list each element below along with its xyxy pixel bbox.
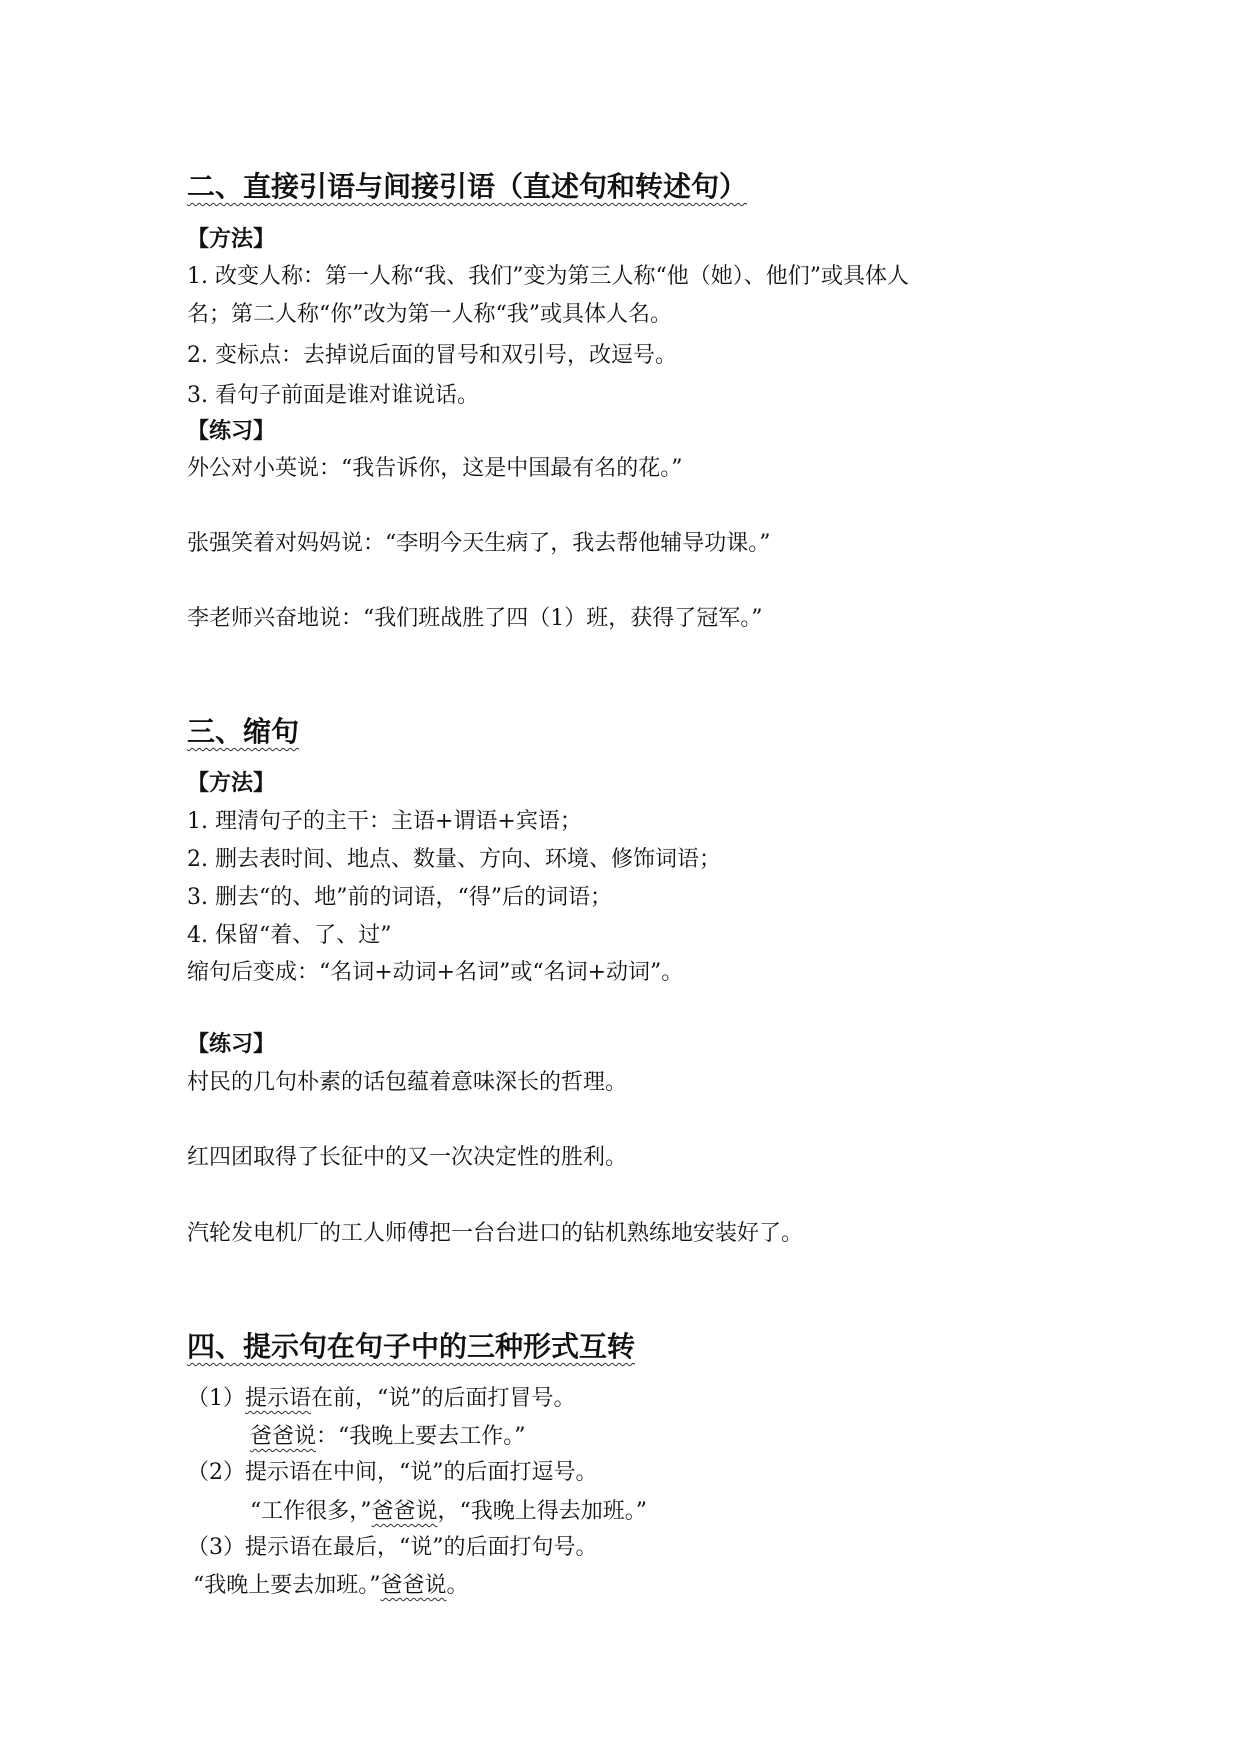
example-line-2 xyxy=(250,1494,647,1525)
method-line: 1. 改变人称：第一人称“我、我们”变为第三人称“他（她）、他们”或具体人 xyxy=(187,264,909,289)
example-text: ，“我晚上得去加班。” xyxy=(437,1499,648,1524)
rule-line-2: （2）提示语在中间，“说”的后面打逗号。 xyxy=(187,1460,598,1485)
method-line: 3. 删去“的、地”前的词语，“得”后的词语； xyxy=(187,885,612,910)
example-text: “我晚上要去加班。” xyxy=(193,1573,381,1598)
method-line: 3. 看句子前面是谁对谁说话。 xyxy=(187,383,479,408)
section-title-sentence-shortening: 三、缩句 xyxy=(187,715,300,748)
method-label: 【方法】 xyxy=(187,227,276,252)
method-label: 【方法】 xyxy=(187,771,276,796)
speech-tag: 爸爸说 xyxy=(371,1499,438,1524)
method-line: 缩句后变成：“名词+动词+名词”或“名词+动词”。 xyxy=(187,960,684,985)
practice-question: 汽轮发电机厂的工人师傅把一台台进口的钻机熟练地安装好了。 xyxy=(187,1221,804,1246)
practice-label: 【练习】 xyxy=(187,419,276,444)
section-title-direct-indirect-speech: 二、直接引语与间接引语（直述句和转述句） xyxy=(187,170,748,203)
method-line: 1. 理清句子的主干：主语+谓语+宾语； xyxy=(187,809,582,834)
example-text: 。 xyxy=(446,1573,469,1598)
section-title-speech-tag-forms: 四、提示句在句子中的三种形式互转 xyxy=(187,1330,636,1363)
rule-text: 在前，“说”的后面打冒号。 xyxy=(311,1386,576,1411)
rule-number: （1） xyxy=(187,1386,245,1411)
practice-question: 村民的几句朴素的话包蕴着意味深长的哲理。 xyxy=(187,1070,628,1095)
method-line: 4. 保留“着、了、过” xyxy=(187,923,392,948)
practice-question: 李老师兴奋地说：“我们班战胜了四（1）班，获得了冠军。” xyxy=(187,606,763,631)
practice-question: 张强笑着对妈妈说：“李明今天生病了，我去帮他辅导功课。” xyxy=(187,531,771,556)
rule-line-1 xyxy=(187,1381,576,1412)
example-line-1 xyxy=(250,1419,526,1450)
practice-question: 外公对小英说：“我告诉你，这是中国最有名的花。” xyxy=(187,456,683,481)
speech-tag: 爸爸说 xyxy=(380,1573,447,1598)
method-line: 2. 变标点：去掉说后面的冒号和双引号，改逗号。 xyxy=(187,343,677,368)
rule-line-3: （3）提示语在最后，“说”的后面打句号。 xyxy=(187,1535,598,1560)
speech-tag-term: 提示语 xyxy=(245,1386,312,1411)
practice-label: 【练习】 xyxy=(187,1032,276,1057)
example-line-3 xyxy=(193,1568,469,1599)
method-line: 名；第二人称“你”改为第一人称“我”或具体人名。 xyxy=(187,302,672,327)
example-text: ：“我晚上要去工作。” xyxy=(316,1424,526,1449)
method-line: 2. 删去表时间、地点、数量、方向、环境、修饰词语； xyxy=(187,847,721,872)
practice-question: 红四团取得了长征中的又一次决定性的胜利。 xyxy=(187,1145,628,1170)
speech-tag: 爸爸说 xyxy=(250,1424,317,1449)
example-text: “工作很多，” xyxy=(250,1499,372,1524)
